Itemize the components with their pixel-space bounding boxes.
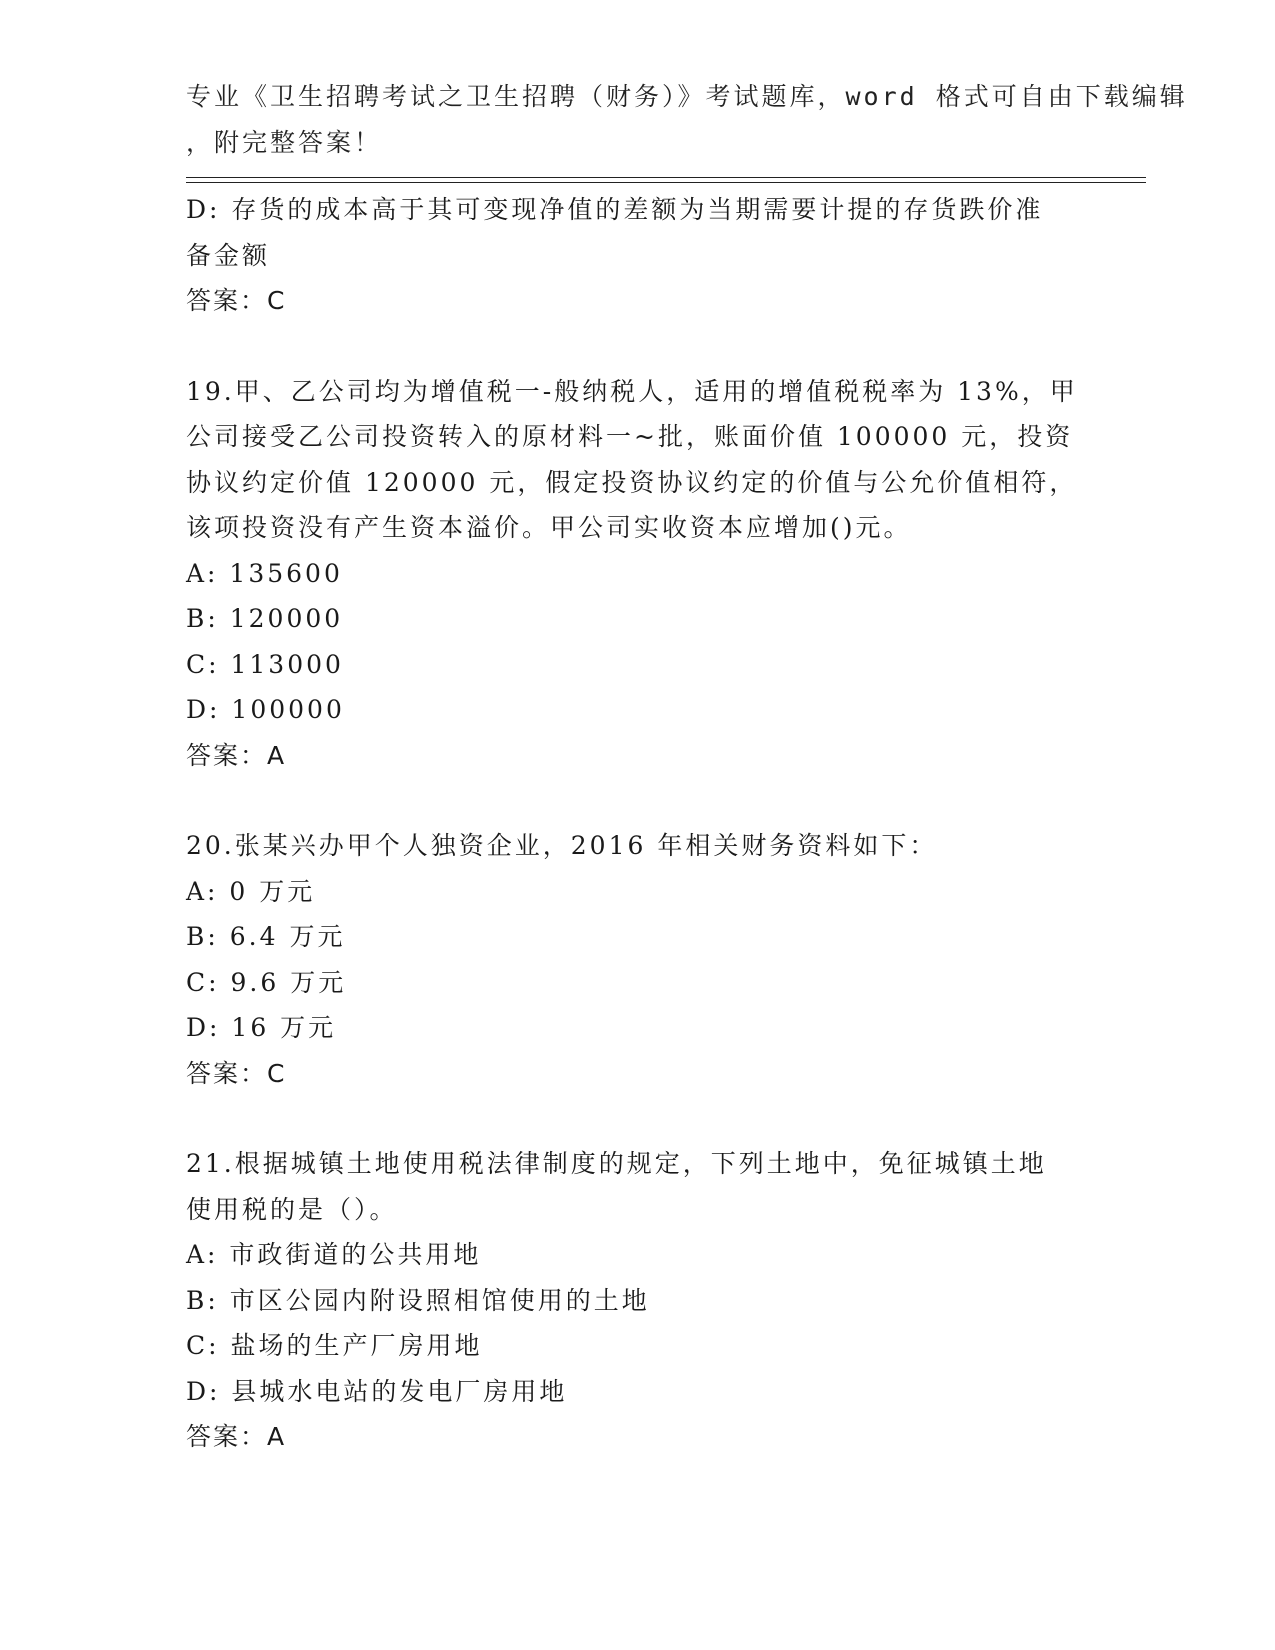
option-b: B: 120000 [186, 604, 344, 633]
option-d: D: 存货的成本高于其可变现净值的差额为当期需要计提的存货跌价准 [186, 195, 1044, 224]
answer-line: 答案：C [186, 1058, 287, 1088]
option-c: C: 113000 [186, 649, 344, 679]
question-stem-line: 20.张某兴办甲个人独资企业，2016 年相关财务资料如下： [186, 831, 938, 860]
header-divider-top [186, 177, 1146, 178]
option-b: B: 市区公园内附设照相馆使用的土地 [186, 1285, 650, 1315]
header-line-1: 专业《卫生招聘考试之卫生招聘（财务）》考试题库，word 格式可自由下载编辑 [186, 82, 1188, 111]
question-stem-line: 该项投资没有产生资本溢价。甲公司实收资本应增加()元。 [186, 513, 912, 542]
answer-line: 答案：C [186, 286, 287, 315]
option-c: C: 9.6 万元 [186, 967, 347, 997]
question-stem-line: 公司接受乙公司投资转入的原材料一~批，账面价值 100000 元，投资 [186, 422, 1074, 451]
question-19 [186, 369, 1086, 779]
question-21 [186, 1141, 1086, 1460]
previous-question-continuation [186, 187, 1086, 324]
question-stem-line: 21.根据城镇土地使用税法律制度的规定，下列土地中，免征城镇土地 [186, 1149, 1047, 1178]
option-d: D: 县城水电站的发电厂房用地 [186, 1376, 568, 1406]
spacer [186, 1096, 1086, 1141]
header-divider-bottom [186, 182, 1146, 183]
page-header [186, 74, 1188, 165]
header-line-2: ，附完整答案！ [186, 127, 383, 157]
option-a: A: 0 万元 [186, 876, 316, 906]
option-c: C: 盐场的生产厂房用地 [186, 1331, 483, 1360]
option-b: B: 6.4 万元 [186, 922, 346, 951]
spacer [186, 778, 1086, 823]
question-20 [186, 823, 1086, 1096]
spacer [186, 324, 1086, 369]
option-a: A: 135600 [186, 558, 343, 588]
question-stem-line: 协议约定价值 120000 元，假定投资协议约定的价值与公允价值相符， [186, 467, 1078, 497]
question-stem-line: 19.甲、乙公司均为增值税一-般纳税人，适用的增值税税率为 13%，甲 [186, 376, 1078, 406]
answer-line: 答案：A [186, 1422, 287, 1451]
document-body [186, 187, 1086, 1460]
question-stem-line: 使用税的是（）。 [186, 1194, 398, 1224]
answer-line: 答案：A [186, 740, 287, 770]
option-d: D: 100000 [186, 695, 345, 724]
option-d-continued: 备金额 [186, 240, 271, 270]
option-a: A: 市政街道的公共用地 [186, 1240, 482, 1269]
option-d: D: 16 万元 [186, 1013, 337, 1042]
